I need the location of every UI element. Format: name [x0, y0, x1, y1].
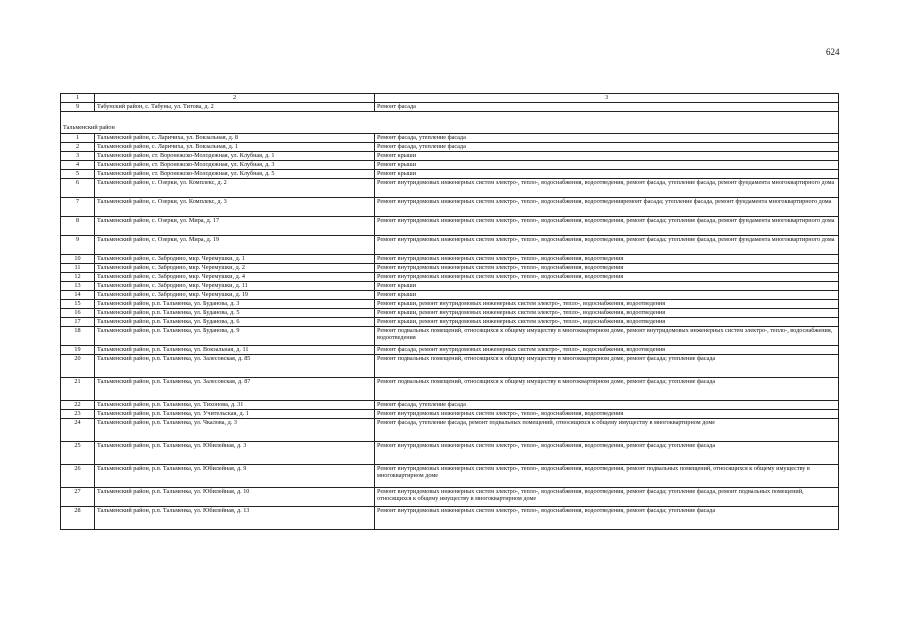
table-row [61, 506, 839, 529]
row-work: Ремонт фасада, ремонт внутридомовых инженерных систем электро-, тепло-, водоснабжения, водоотведения [375, 345, 839, 354]
row-address: Тальменский район, с. Озерки, ул. Мира, д. 19 [95, 235, 375, 254]
row-address: Тальменский район, р.п. Тальменка, ул. Буданова, д. 3 [95, 299, 375, 308]
row-work: Ремонт фасада, утепление фасада [375, 400, 839, 409]
table-row [61, 160, 839, 169]
table-row [61, 441, 839, 464]
row-work: Ремонт крыши [375, 281, 839, 290]
row-number: 8 [61, 216, 95, 235]
table-row [61, 290, 839, 299]
table-row [61, 263, 839, 272]
table-row [61, 326, 839, 345]
row-address: Тальменский район, с. Забродино, мкр. Черемушки, д. 19 [95, 290, 375, 299]
row-work: Ремонт фасада, утепление фасада, ремонт подвальных помещений, относящихся к общему имуществу в многоквартирном доме [375, 418, 839, 441]
row-number: 23 [61, 409, 95, 418]
row-number: 11 [61, 263, 95, 272]
table-row [61, 142, 839, 151]
row-number: 24 [61, 418, 95, 441]
table-row [61, 178, 839, 197]
table-row [61, 102, 839, 111]
table-row [61, 487, 839, 506]
row-address: Тальменский район, р.п. Тальменка, ул. Залесовская, д. 87 [95, 377, 375, 400]
row-number: 22 [61, 400, 95, 409]
row-address: Тальменский район, с. Забродино, мкр. Черемушки, д. 2 [95, 263, 375, 272]
row-number: 13 [61, 281, 95, 290]
table-row [61, 317, 839, 326]
table-row [61, 400, 839, 409]
row-address: Тальменский район, ст. Воронежско-Молодежная, ул. Клубная, д. 5 [95, 169, 375, 178]
row-number: 9 [61, 235, 95, 254]
column-header: 1 [61, 94, 95, 103]
row-work: Ремонт подвальных помещений, относящихся к общему имуществу в многоквартирном доме, ремонт фасада; утепление фасада [375, 377, 839, 400]
row-number: 21 [61, 377, 95, 400]
table-row [61, 409, 839, 418]
section-title: Тальменский район [61, 111, 839, 133]
row-address: Тальменский район, р.п. Тальменка, ул. Буданова, д. 5 [95, 308, 375, 317]
table-row [61, 418, 839, 441]
column-header: 3 [375, 94, 839, 103]
row-work: Ремонт крыши, ремонт внутридомовых инженерных систем электро-, тепло-, водоснабжения, водоотведения [375, 299, 839, 308]
row-number: 4 [61, 160, 95, 169]
row-address: Тальменский район, р.п. Тальменка, ул. Залесовская, д. 85 [95, 354, 375, 377]
table-row [61, 216, 839, 235]
repair-table [60, 93, 839, 530]
row-work: Ремонт внутридомовых инженерных систем электро-, тепло-, водоснабжения, водоотведения [375, 409, 839, 418]
row-work: Ремонт фасада, утепление фасада [375, 133, 839, 142]
row-work: Ремонт внутридомовых инженерных систем электро-, тепло-, водоснабжения, водоотведения [375, 272, 839, 281]
row-work: Ремонт крыши [375, 160, 839, 169]
row-number: 15 [61, 299, 95, 308]
row-number: 1 [61, 133, 95, 142]
table-row [61, 272, 839, 281]
row-work: Ремонт внутридомовых инженерных систем электро-, тепло-, водоснабжения, водоотведения, ремонт фасада; утепление фасада [375, 506, 839, 529]
section-row [61, 111, 839, 133]
row-number: 17 [61, 317, 95, 326]
row-work: Ремонт внутридомовых инженерных систем электро-, тепло-, водоснабжения, водоотведенияремонт фасада; утепление фасада, ремонт фундамента многоквартирного дома [375, 197, 839, 216]
table-row [61, 281, 839, 290]
row-work: Ремонт внутридомовых инженерных систем электро-, тепло-, водоснабжения, водоотведения [375, 254, 839, 263]
table-row [61, 299, 839, 308]
row-address: Тальменский район, р.п. Тальменка, ул. Тихонова, д. 31 [95, 400, 375, 409]
row-number: 5 [61, 169, 95, 178]
row-address: Тальменский район, с. Забродино, мкр. Черемушки, д. 4 [95, 272, 375, 281]
table-row [61, 235, 839, 254]
row-work: Ремонт фасада, утепление фасада [375, 142, 839, 151]
row-address: Тальменский район, р.п. Тальменка, ул. Юбилейная, д. 9 [95, 464, 375, 487]
row-number: 14 [61, 290, 95, 299]
row-address: Тальменский район, с. Забродино, мкр. Черемушки, д. 11 [95, 281, 375, 290]
row-address: Тальменский район, р.п. Тальменка, ул. Вокзальная, д. 11 [95, 345, 375, 354]
row-work: Ремонт крыши, ремонт внутридомовых инженерных систем электро-, тепло-, водоснабжения, водоотведения [375, 317, 839, 326]
row-work: Ремонт крыши [375, 169, 839, 178]
table-row [61, 151, 839, 160]
row-number: 10 [61, 254, 95, 263]
row-number: 27 [61, 487, 95, 506]
row-work: Ремонт подвальных помещений, относящихся к общему имуществу в многоквартирном доме, ремонт внутридомовых инженерных систем электро-, тепло-, водоснабжения, водоотведения [375, 326, 839, 345]
row-number: 19 [61, 345, 95, 354]
table-row [61, 464, 839, 487]
row-address: Тальменский район, р.п. Тальменка, ул. Юбилейная, д. 3 [95, 441, 375, 464]
row-number: 7 [61, 197, 95, 216]
row-work: Ремонт внутридомовых инженерных систем электро-, тепло-, водоснабжения, водоотведения, ремонт подвальных помещений, относящихся к общему имуществу в многоквартирном доме [375, 464, 839, 487]
row-number: 28 [61, 506, 95, 529]
row-work: Ремонт внутридомовых инженерных систем электро-, тепло-, водоснабжения, водоотведения, ремонт фасада; утепление фасада, ремонт подвальных помещений, относящихся к общему имуществу в многоквартирном доме [375, 487, 839, 506]
row-address: Тальменский район, р.п. Тальменка, ул. Буданова, д. 9 [95, 326, 375, 345]
row-address: Тальменский район, р.п. Тальменка, ул. Юбилейная, д. 13 [95, 506, 375, 529]
row-work: Ремонт крыши [375, 151, 839, 160]
row-number: 20 [61, 354, 95, 377]
row-number: 9 [61, 102, 95, 111]
row-address: Тальменский район, р.п. Тальменка, ул. Учительская, д. 1 [95, 409, 375, 418]
row-number: 2 [61, 142, 95, 151]
row-address: Тальменский район, ст. Воронежско-Молодежная, ул. Клубная, д. 3 [95, 160, 375, 169]
table-row [61, 254, 839, 263]
row-number: 26 [61, 464, 95, 487]
row-number: 18 [61, 326, 95, 345]
row-work: Ремонт внутридомовых инженерных систем электро-, тепло-, водоснабжения, водоотведения, ремонт фасада; утепление фасада [375, 441, 839, 464]
row-address: Тальменский район, с. Ларичиха, ул. Вокзальная, д. 1 [95, 142, 375, 151]
table-row [61, 133, 839, 142]
table-row [61, 169, 839, 178]
table-row [61, 308, 839, 317]
table-header-row [61, 94, 839, 103]
column-header: 2 [95, 94, 375, 103]
row-address: Тальменский район, ст. Воронежско-Молодежная, ул. Клубная, д. 1 [95, 151, 375, 160]
row-address: Тальменский район, р.п. Тальменка, ул. Чкалова, д. 3 [95, 418, 375, 441]
row-address: Тальменский район, р.п. Тальменка, ул. Юбилейная, д. 10 [95, 487, 375, 506]
row-address: Тальменский район, р.п. Тальменка, ул. Буданова, д. 6 [95, 317, 375, 326]
row-number: 25 [61, 441, 95, 464]
row-number: 3 [61, 151, 95, 160]
row-number: 16 [61, 308, 95, 317]
row-address: Табунский район, с. Табуны, ул. Титова, д. 2 [95, 102, 375, 111]
row-address: Тальменский район, с. Озерки, ул. Мира, д. 17 [95, 216, 375, 235]
row-work: Ремонт фасада [375, 102, 839, 111]
table-row [61, 354, 839, 377]
row-address: Тальменский район, с. Ларичиха, ул. Вокзальная, д. 8 [95, 133, 375, 142]
table-row [61, 197, 839, 216]
row-work: Ремонт внутридомовых инженерных систем электро-, тепло-, водоснабжения, водоотведения, ремонт фасада; утепление фасада, ремонт фундамента многоквартирного дома [375, 235, 839, 254]
row-number: 12 [61, 272, 95, 281]
table-row [61, 345, 839, 354]
row-work: Ремонт внутридомовых инженерных систем электро-, тепло-, водоснабжения, водоотведения, ремонт фасада; утепление фасада, ремонт фундамента многоквартирного дома [375, 216, 839, 235]
row-work: Ремонт внутридомовых инженерных систем электро-, тепло-, водоснабжения, водоотведения, ремонт фасада, утепление фасада, ремонт фундамента многоквартирного дома [375, 178, 839, 197]
row-work: Ремонт внутридомовых инженерных систем электро-, тепло-, водоснабжения, водоотведения [375, 263, 839, 272]
row-address: Тальменский район, с. Забродино, мкр. Черемушки, д. 1 [95, 254, 375, 263]
row-work: Ремонт подвальных помещений, относящихся к общему имуществу в многоквартирном доме, ремонт фасада; утепление фасада [375, 354, 839, 377]
row-work: Ремонт крыши [375, 290, 839, 299]
table-row [61, 377, 839, 400]
row-address: Тальменский район, с. Озерки, ул. Комплекс, д. 2 [95, 178, 375, 197]
row-number: 6 [61, 178, 95, 197]
page-number: 624 [826, 47, 840, 57]
row-address: Тальменский район, с. Озерки, ул. Комплекс, д. 3 [95, 197, 375, 216]
row-work: Ремонт крыши, ремонт внутридомовых инженерных систем электро-, тепло-, водоснабжения, водоотведения [375, 308, 839, 317]
